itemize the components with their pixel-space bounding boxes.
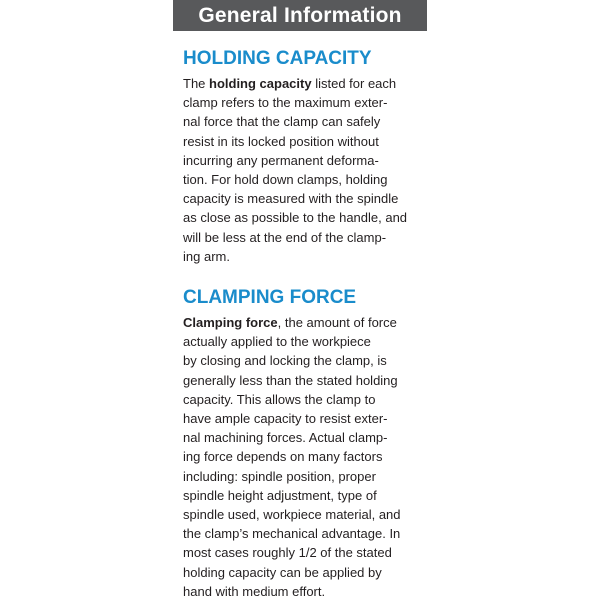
paragraph-line: including: spindle position, proper <box>183 468 376 484</box>
paragraph-line: ing arm. <box>183 248 230 264</box>
paragraph-line: spindle height adjustment, type of <box>183 487 377 503</box>
paragraph-line: Clamping force, the amount of force <box>183 315 397 331</box>
page-title: General Information <box>198 3 402 27</box>
paragraph-line: spindle used, workpiece material, and <box>183 507 401 523</box>
term-holding-capacity: holding capacity <box>209 76 312 91</box>
paragraph-line: hand with medium effort. <box>183 583 326 599</box>
holding-capacity-paragraph <box>183 74 427 266</box>
paragraph-line: ing force depends on many factors <box>183 449 383 465</box>
paragraph-line: The holding capacity listed for each <box>183 76 397 91</box>
paragraph-line: will be less at the end of the clamp- <box>183 229 387 245</box>
paragraph-line: the clamp’s mechanical advantage. In <box>183 526 401 542</box>
paragraph-line: nal force that the clamp can safely <box>183 114 381 130</box>
paragraph-line: capacity is measured with the spindle <box>183 191 399 207</box>
paragraph-line: have ample capacity to resist exter- <box>183 411 388 427</box>
holding-capacity-heading: HOLDING CAPACITY <box>183 48 372 69</box>
clamping-force-paragraph <box>183 313 427 601</box>
paragraph-line: capacity. This allows the clamp to <box>183 391 376 407</box>
clamping-force-heading: CLAMPING FORCE <box>183 287 357 309</box>
term-clamping-force: Clamping force <box>183 315 278 331</box>
paragraph-line: generally less than the stated holding <box>183 372 398 388</box>
paragraph-line: incurring any permanent deforma- <box>183 152 379 168</box>
paragraph-line: by closing and locking the clamp, is <box>183 353 387 369</box>
paragraph-line: most cases roughly 1/2 of the stated <box>183 545 392 561</box>
info-panel <box>173 0 427 601</box>
holding-capacity-section <box>173 48 427 266</box>
paragraph-line: resist in its locked position without <box>183 133 379 149</box>
paragraph-line: nal machining forces. Actual clamp- <box>183 430 388 446</box>
paragraph-line: actually applied to the workpiece <box>183 334 371 350</box>
paragraph-line: tion. For hold down clamps, holding <box>183 172 388 188</box>
paragraph-line: holding capacity can be applied by <box>183 564 382 580</box>
paragraph-line: as close as possible to the handle, and <box>183 210 408 226</box>
header-bar <box>173 0 427 31</box>
paragraph-line: clamp refers to the maximum exter- <box>183 95 388 111</box>
clamping-force-section <box>173 287 427 601</box>
